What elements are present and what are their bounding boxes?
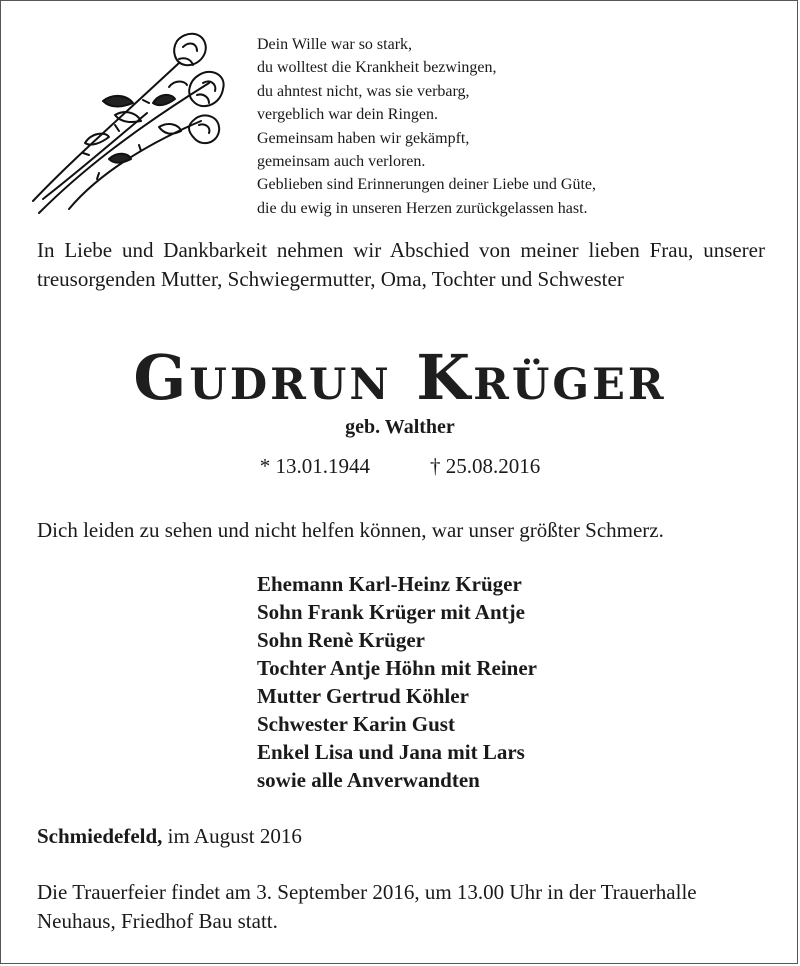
place-month: im August 2016: [162, 824, 302, 848]
mourner: Schwester Karin Gust: [257, 712, 455, 736]
mourner: Enkel Lisa und Jana mit Lars: [257, 740, 525, 764]
funeral-service-info: Die Trauerfeier findet am 3. September 2016, um 13.00 Uhr in der Trauerhalle Neuhaus, Friedhof Bau statt.: [37, 880, 697, 933]
mourner: Tochter Antje Höhn mit Reiner: [257, 656, 537, 680]
roses-illustration: [29, 23, 225, 219]
place-town: Schmiedefeld,: [37, 824, 163, 848]
poem-line: Geblieben sind Erinnerungen deiner Liebe und Güte,: [257, 176, 596, 194]
mourners-list: [257, 570, 537, 794]
mourner: Sohn Frank Krüger mit Antje: [257, 600, 525, 624]
poem-line: du wolltest die Krankheit bezwingen,: [257, 59, 497, 77]
place-date: [37, 822, 302, 850]
death-date: † 25.08.2016: [430, 454, 541, 478]
poem-line: Dein Wille war so stark,: [257, 36, 413, 53]
mourner: sowie alle Anverwandten: [257, 768, 480, 792]
birth-date: * 13.01.1944: [259, 454, 370, 478]
maiden-name: geb. Walther: [345, 416, 455, 438]
poem: [257, 33, 596, 220]
poem-line: vergeblich war dein Ringen.: [257, 106, 438, 124]
life-dates: [1, 452, 799, 480]
poem-line: Gemeinsam haben wir gekämpft,: [257, 129, 470, 147]
mourner: Mutter Gertrud Köhler: [257, 684, 469, 708]
mourner: Ehemann Karl-Heinz Krüger: [257, 572, 522, 596]
intro-text: In Liebe und Dankbarkeit nehmen wir Abschied von meiner lieben Frau, unserer treusorgenden Mutter, Schwiegermutter, Oma, Tochter und Schwester: [37, 238, 765, 291]
poem-line: du ahntest nicht, was sie verbarg,: [257, 82, 470, 100]
poem-line: gemeinsam auch verloren.: [257, 153, 426, 171]
mourner: Sohn Renè Krüger: [257, 628, 425, 652]
deceased-name: Gudrun Krüger: [133, 341, 667, 414]
poem-line: die du ewig in unseren Herzen zurückgelassen hast.: [257, 199, 588, 217]
grief-quote: Dich leiden zu sehen und nicht helfen können, war unser größter Schmerz.: [37, 518, 664, 542]
